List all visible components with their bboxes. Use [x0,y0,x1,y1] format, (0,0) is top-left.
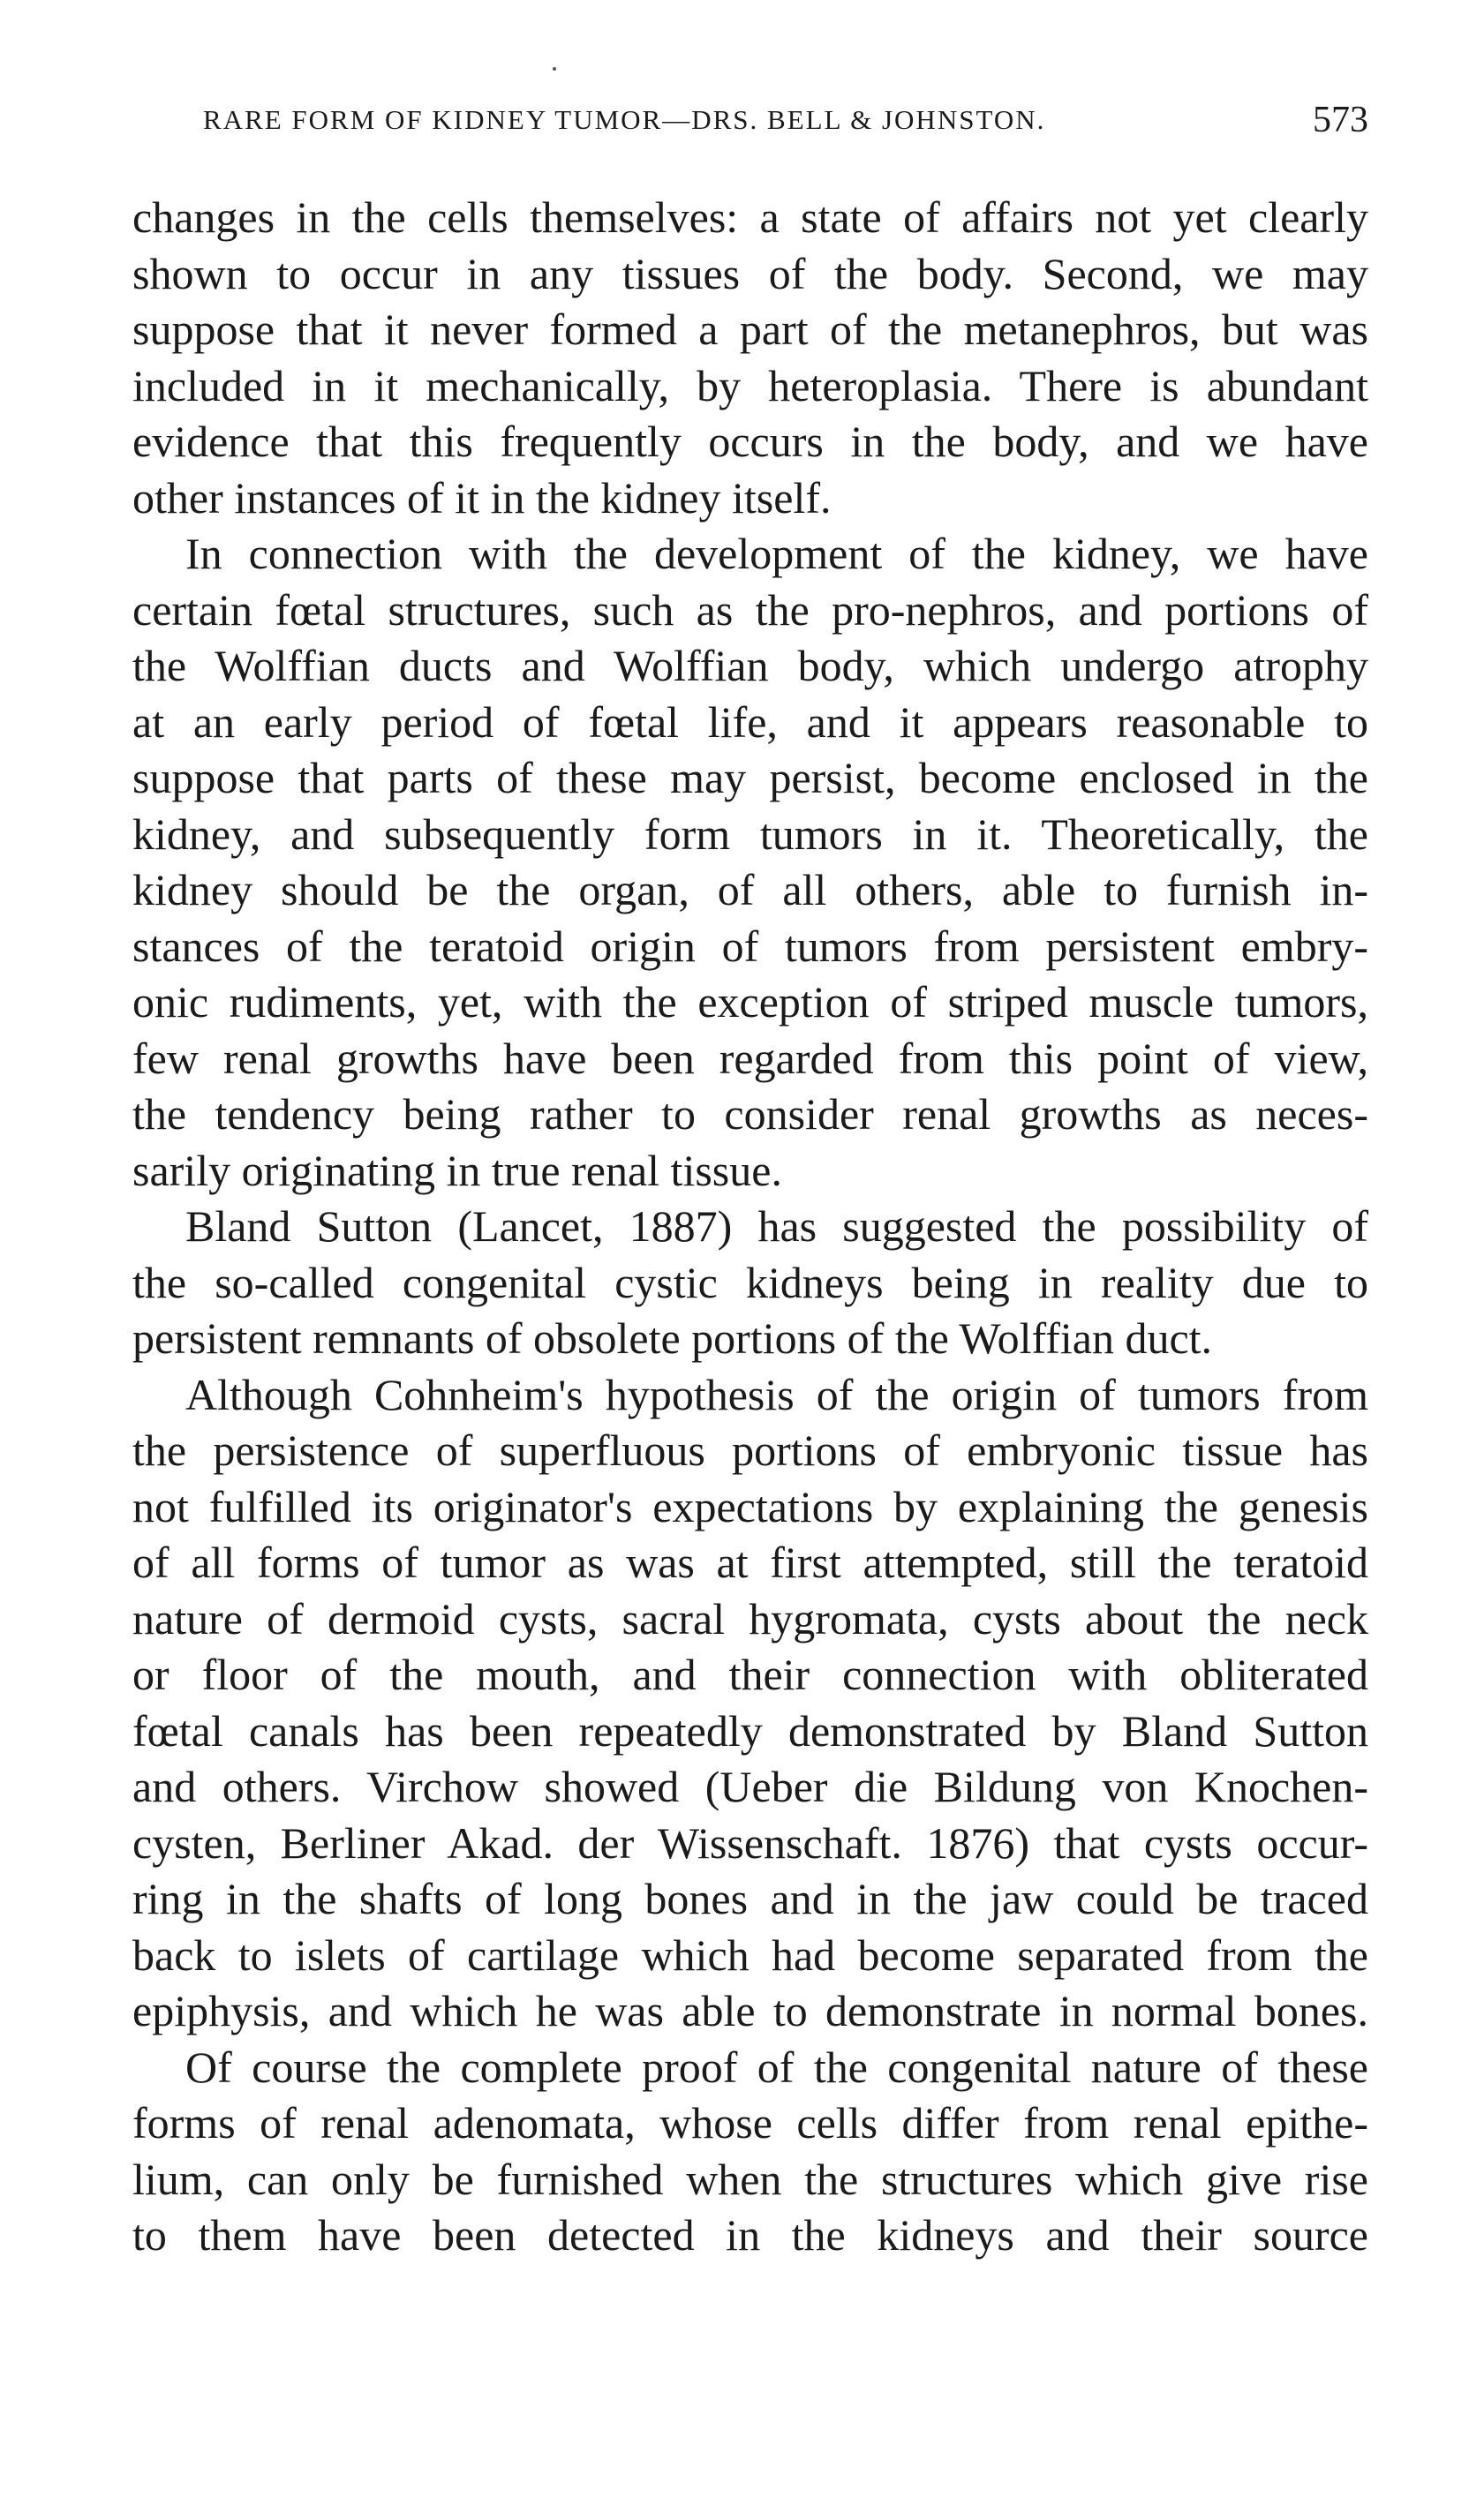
text-line: certain fœtal structures, such as the pro-nephros, and portions of [132,584,1368,635]
text-line: at an early period of fœtal life, and it appears reasonable to [132,696,1368,747]
text-line: to them have been detected in the kidneys and their source [132,2210,1368,2260]
text-line: the persistence of superfluous portions of embryonic tissue has [132,1425,1368,1475]
text-line: the so-called congenital cystic kidneys being in reality due to [132,1257,1368,1307]
text-line: Bland Sutton (Lancet, 1887) has suggested the possibility of [185,1201,1368,1251]
text-line: and others. Virchow showed (Ueber die Bildung von Knochen- [132,1762,1368,1811]
text-line: the Wolffian ducts and Wolffian body, which undergo atrophy [132,641,1368,690]
text-line: Of course the complete proof of the congenital nature of these [185,2042,1368,2092]
text-line: suppose that it never formed a part of the metanephros, but was [132,305,1368,354]
text-line: evidence that this frequently occurs in the body, and we have [132,417,1368,466]
text-line: In connection with the development of the kidney, we have [185,529,1368,578]
text-line: Although Cohnheim's hypothesis of the origin of tumors from [185,1369,1368,1419]
text-line: fœtal canals has been repeatedly demonstrated by Bland Sutton [132,1705,1368,1756]
page-number: 573 [1313,100,1368,140]
text-line: kidney should be the organ, of all others, able to furnish in- [132,865,1368,914]
text-line: the tendency being rather to consider renal growths as neces- [132,1089,1368,1139]
text-line: suppose that parts of these may persist, become enclosed in the [132,753,1368,802]
text-line: changes in the cells themselves: a state of affairs not yet clearly [132,192,1368,242]
paragraph [132,190,1368,526]
text-line: not fulfilled its originator's expectations by explaining the genesis [132,1481,1368,1531]
text-line: nature of dermoid cysts, sacral hygromata, cysts about the neck [132,1593,1368,1644]
text-line: or floor of the mouth, and their connection with obliterated [132,1650,1368,1699]
text-line: persistent remnants of obsolete portions of the Wolffian duct. [132,1313,1213,1363]
running-title: RARE FORM OF KIDNEY TUMOR—DRS. BELL & JOHNSTON. [203,104,1046,135]
text-line: ring in the shafts of long bones and in the jaw could be traced [132,1874,1368,1923]
paragraph [132,526,1368,1199]
text-line: epiphysis, and which he was able to demonstrate in normal bones. [132,1986,1368,2035]
body-text [132,190,1368,2264]
print-speck [553,67,556,71]
text-line: of all forms of tumor as was at first attempted, still the teratoid [132,1538,1368,1587]
text-line: kidney, and subsequently form tumors in it. Theoretically, the [132,809,1368,859]
text-line: sarily originating in true renal tissue. [132,1145,782,1195]
text-line: back to islets of cartilage which had become separated from the [132,1929,1368,1980]
paragraph [132,1199,1368,1367]
text-line: stances of the teratoid origin of tumors from persistent embry- [132,921,1368,971]
text-line: other instances of it in the kidney itself. [132,472,832,523]
running-head [132,100,1368,157]
text-line: onic rudiments, yet, with the exception of striped muscle tumors, [132,977,1368,1027]
text-line: lium, can only be furnished when the structures which give rise [132,2154,1368,2204]
paragraph [132,2040,1368,2264]
paragraph [132,1367,1368,2040]
text-line: included in it mechanically, by heteroplasia. There is abundant [132,360,1368,410]
text-line: forms of renal adenomata, whose cells differ from renal epithe- [132,2098,1368,2148]
text-line: cysten, Berliner Akad. der Wissenschaft. 1876) that cysts occur- [132,1817,1368,1868]
text-line: few renal growths have been regarded from this point of view, [132,1033,1368,1083]
text-line: shown to occur in any tissues of the body. Second, we may [132,248,1368,298]
